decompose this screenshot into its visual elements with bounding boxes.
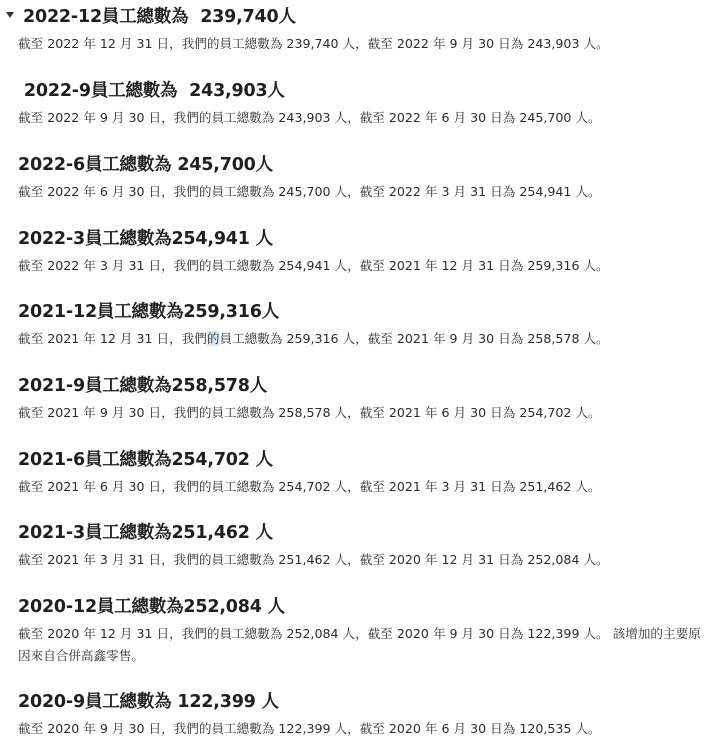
toggle-triangle-icon[interactable] <box>6 12 14 18</box>
section-heading[interactable] <box>0 297 717 323</box>
section-heading[interactable] <box>0 518 717 544</box>
heading-text: 2022-3員工總數為254,941 人 <box>18 228 273 249</box>
section-2021-6 <box>0 445 717 498</box>
section-2021-9 <box>0 371 717 424</box>
section-paragraph: 截至 2020 年 9 月 30 日，我們的員工總數為 122,399 人，截至 2020 年 6 月 30 日為 120,535 人。 <box>18 721 601 736</box>
section-heading[interactable] <box>0 445 717 471</box>
section-2021-3 <box>0 518 717 571</box>
section-paragraph: 截至 2022 年 12 月 31 日，我們的員工總數為 239,740 人，截至 2022 年 9 月 30 日為 243,903 人。 <box>18 36 609 51</box>
section-heading[interactable] <box>0 76 717 102</box>
section-2021-12 <box>0 297 717 350</box>
heading-text: 2020-12員工總數為252,084 人 <box>18 596 285 617</box>
section-paragraph: 截至 2021 年 3 月 31 日，我們的員工總數為 251,462 人，截至 2020 年 12 月 31 日為 252,084 人。 <box>18 552 609 567</box>
section-heading[interactable] <box>0 2 717 28</box>
section-paragraph: 截至 2021 年 9 月 30 日，我們的員工總數為 258,578 人，截至 2021 年 6 月 30 日為 254,702 人。 <box>18 405 601 420</box>
section-heading[interactable] <box>0 687 717 713</box>
heading-text: 2020-9員工總數為 122,399 人 <box>18 691 279 712</box>
heading-text: 2022-9員工總數為 243,903人 <box>18 80 285 101</box>
section-2022-3 <box>0 224 717 277</box>
section-2022-6 <box>0 150 717 203</box>
heading-text: 2022-12員工總數為 239,740人 <box>23 6 296 27</box>
section-2022-12 <box>0 2 717 55</box>
heading-text: 2021-6員工總數為254,702 人 <box>18 449 273 470</box>
heading-text: 2022-6員工總數為 245,700人 <box>18 154 273 175</box>
heading-text: 2021-12員工總數為259,316人 <box>18 301 280 322</box>
section-heading[interactable] <box>0 150 717 176</box>
section-paragraph <box>0 328 717 350</box>
section-2020-9 <box>0 687 717 740</box>
section-heading[interactable] <box>0 224 717 250</box>
section-paragraph: 截至 2022 年 6 月 30 日，我們的員工總數為 245,700 人，截至 2022 年 3 月 31 日為 254,941 人。 <box>18 184 601 199</box>
section-heading[interactable] <box>0 371 717 397</box>
paragraph-text: 截至 2021 年 12 月 31 日，我們 <box>18 331 207 346</box>
section-paragraph: 截至 2021 年 6 月 30 日，我們的員工總數為 254,702 人，截至 2021 年 3 月 31 日為 251,462 人。 <box>18 479 601 494</box>
section-paragraph: 截至 2022 年 3 月 31 日，我們的員工總數為 254,941 人，截至 2021 年 12 月 31 日為 259,316 人。 <box>18 258 609 273</box>
text-selection-highlight[interactable]: 的 <box>206 331 220 346</box>
section-paragraph: 截至 2022 年 9 月 30 日，我們的員工總數為 243,903 人，截至 2022 年 6 月 30 日為 245,700 人。 <box>18 110 601 125</box>
section-paragraph: 截至 2020 年 12 月 31 日，我們的員工總數為 252,084 人，截至 2020 年 9 月 30 日為 122,399 人。 該增加的主要原因來自合併高鑫零售。 <box>18 626 701 663</box>
heading-text: 2021-9員工總數為258,578人 <box>18 375 268 396</box>
paragraph-text: 員工總數為 259,316 人，截至 2021 年 9 月 30 日為 258,578 人。 <box>219 331 609 346</box>
section-2020-12 <box>0 592 717 667</box>
heading-text: 2021-3員工總數為251,462 人 <box>18 522 273 543</box>
section-2022-9 <box>0 76 717 129</box>
section-heading[interactable] <box>0 592 717 618</box>
